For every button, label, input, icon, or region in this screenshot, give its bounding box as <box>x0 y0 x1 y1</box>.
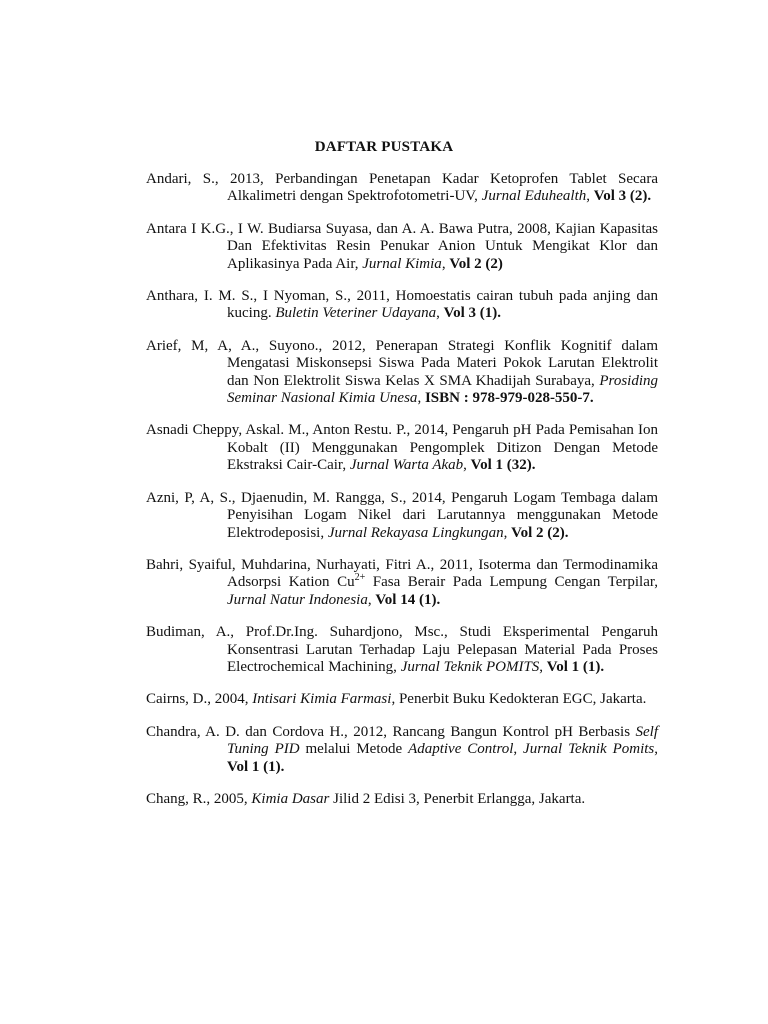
reference-text: , <box>367 591 376 608</box>
reference-entry <box>146 691 658 708</box>
reference-italic-text: Jurnal Natur Indonesia <box>227 591 368 608</box>
reference-superscript: 2+ <box>354 572 366 584</box>
reference-entry <box>146 288 658 323</box>
reference-italic-text: Jurnal Kimia <box>362 255 442 272</box>
reference-text: Arief, M, A, A., Suyono., 2012, Penerapan Strategi Konflik Kognitif dalam Mengatasi Miskonsepsi Siswa Pada Materi Pokok Larutan Elektrolit dan Non Elektrolit Siswa Kelas X SMA Khadijah Surabaya, <box>146 337 658 389</box>
page-title: DAFTAR PUSTAKA <box>314 139 454 155</box>
reference-text: , <box>441 255 450 272</box>
reference-entry <box>146 724 658 776</box>
reference-bold-text: ISBN : 978-979-028-550-7. <box>424 390 594 407</box>
reference-italic-text: Kimia Dasar <box>251 790 330 807</box>
reference-text: Chandra, A. D. dan Cordova H., 2012, Rancang Bangun Kontrol pH Berbasis <box>146 723 636 740</box>
reference-text: Jilid 2 Edisi 3, Penerbit Erlangga, Jakarta. <box>329 790 586 807</box>
reference-italic-text: Intisari Kimia Farmasi <box>252 691 392 708</box>
reference-italic-text: Self Tuning PID <box>227 723 658 758</box>
reference-text: , <box>503 524 512 541</box>
reference-entry <box>146 338 658 408</box>
reference-text: , <box>654 741 658 758</box>
reference-text: , <box>513 741 524 758</box>
reference-italic-text: Buletin Veteriner Udayana <box>275 305 437 322</box>
reference-text: Azni, P, A, S., Djaenudin, M. Rangga, S., 2014, Pengaruh Logam Tembaga dalam Penyisihan Logam Nikel dari Larutannya menggunakan Metode Elektrodeposisi, <box>146 489 658 541</box>
reference-text: , <box>586 188 594 205</box>
reference-text: , <box>463 457 471 474</box>
reference-text: Chang, R., 2005, <box>146 790 252 807</box>
reference-bold-text: Vol 3 (2). <box>593 188 652 205</box>
reference-italic-text: Jurnal Teknik POMITS <box>400 658 540 675</box>
reference-bold-text: Vol 3 (1). <box>443 305 501 322</box>
reference-italic-text: Jurnal Rekayasa Lingkungan <box>327 524 504 541</box>
reference-text: Fasa Berair Pada Lempung Cengan Terpilar, <box>365 574 659 591</box>
reference-italic-text: Jurnal Eduhealth <box>481 188 587 205</box>
reference-text: Bahri, Syaiful, Muhdarina, Nurhayati, Fitri A., 2011, Isoterma dan Termodinamika Adsorpsi Kation Cu <box>146 556 658 591</box>
reference-text: Antara I K.G., I W. Budiarsa Suyasa, dan A. A. Bawa Putra, 2008, Kajian Kapasitas Dan Efektivitas Resin Penukar Anion Untuk Mengikat Klor dan Aplikasinya Pada Air, <box>146 220 658 272</box>
reference-bold-text: Vol 2 (2) <box>449 255 503 272</box>
reference-italic-text: Adaptive Control <box>408 741 514 758</box>
reference-text: melalui Metode <box>299 741 409 758</box>
reference-text: , <box>417 390 425 407</box>
reference-italic-text: Jurnal Warta Akab <box>349 457 464 474</box>
reference-text: , Penerbit Buku Kedokteran EGC, Jakarta. <box>391 691 647 708</box>
reference-bold-text: Vol 1 (1). <box>227 758 285 775</box>
reference-italic-text: Prosiding Seminar Nasional Kimia Unesa <box>227 372 658 407</box>
reference-text: Budiman, A., Prof.Dr.Ing. Suhardjono, Msc., Studi Eksperimental Pengaruh Konsentrasi Larutan Terhadap Laju Pelepasan Material Pada Proses Electrochemical Machining, <box>146 624 658 675</box>
reference-entry <box>146 624 658 676</box>
reference-bold-text: Vol 1 (1). <box>546 658 605 675</box>
reference-bold-text: Vol 1 (32). <box>470 457 536 474</box>
reference-entry <box>146 422 658 474</box>
reference-entry <box>146 221 658 273</box>
reference-text: Anthara, I. M. S., I Nyoman, S., 2011, Homoestatis cairan tubuh pada anjing dan kucing. <box>146 288 658 322</box>
reference-italic-text: Jurnal Teknik Pomits <box>523 741 655 758</box>
reference-text: Cairns, D., 2004, <box>146 691 253 708</box>
reference-text: Asnadi Cheppy, Askal. M., Anton Restu. P., 2014, Pengaruh pH Pada Pemisahan Ion Kobalt (II) Menggunakan Pengomplek Ditizon Dengan Metode Ekstraksi Cair-Cair, <box>146 422 658 474</box>
reference-text: , <box>539 658 547 675</box>
reference-text: Andari, S., 2013, Perbandingan Penetapan Kadar Ketoprofen Tablet Secara Alkalimetri dengan Spektrofotometri-UV, <box>146 171 658 205</box>
reference-list <box>146 171 658 823</box>
reference-entry <box>146 171 658 206</box>
reference-entry <box>146 791 658 808</box>
reference-bold-text: Vol 14 (1). <box>375 591 441 608</box>
reference-text: , <box>436 305 444 322</box>
reference-entry <box>146 557 658 609</box>
reference-entry <box>146 490 658 542</box>
reference-bold-text: Vol 2 (2). <box>511 524 569 541</box>
